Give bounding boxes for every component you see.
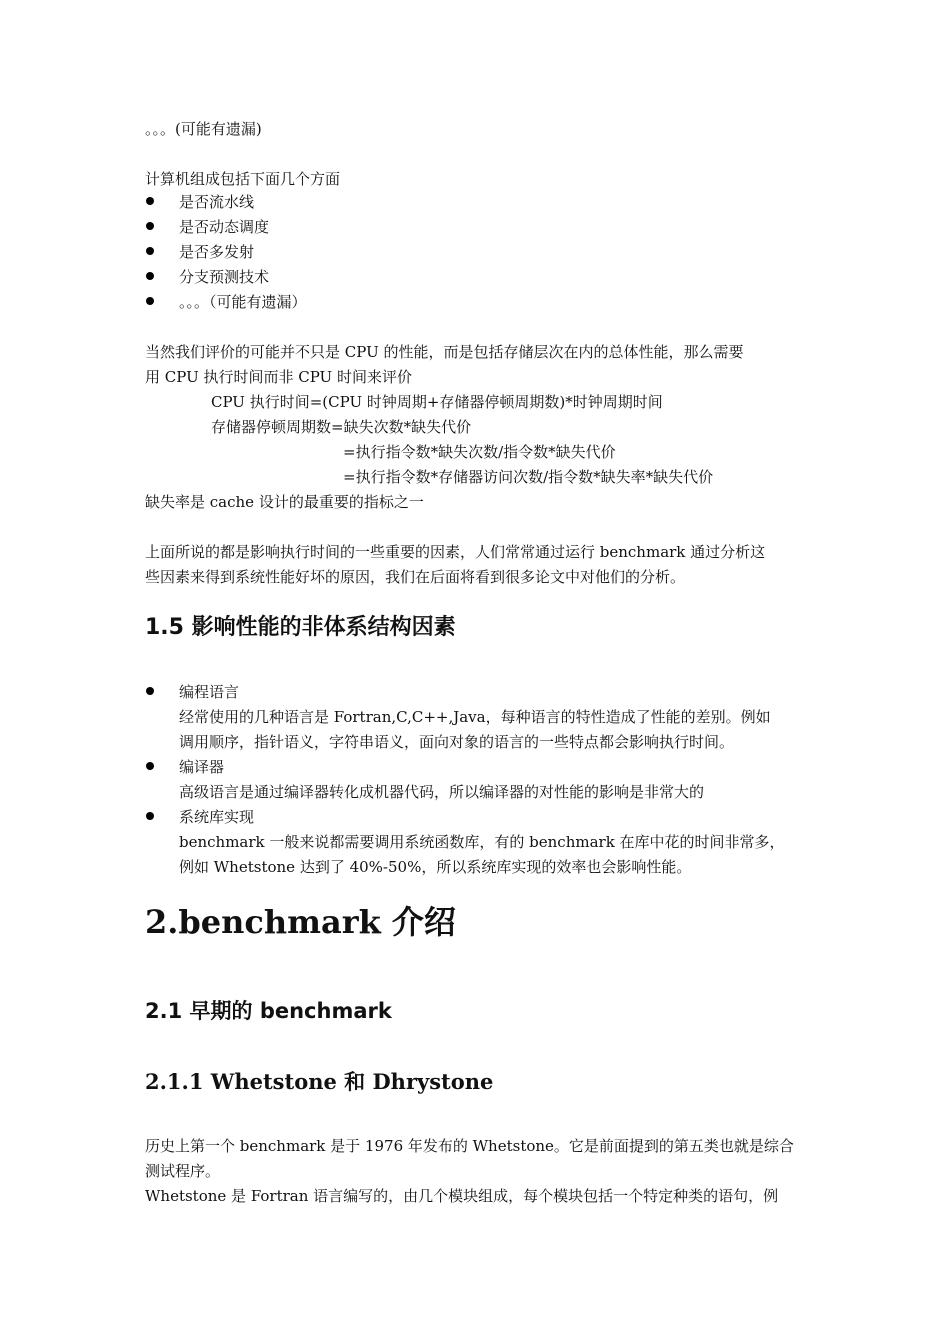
list-item-text: 经常使用的几种语言是 Fortran,C,C++,Java，每种语言的特性造成了性能的差别。例如: [179, 708, 771, 726]
paragraph-line: 当然我们评价的可能并不只是 CPU 的性能，而是包括存储层次在内的总体性能，那么需要: [145, 343, 744, 361]
list-item-text: 高级语言是通过编译器转化成机器代码，所以编译器的对性能的影响是非常大的: [179, 783, 705, 801]
list-item-text: 例如 Whetstone 达到了 40%-50%，所以系统库实现的效率也会影响性能。: [179, 858, 692, 876]
section-heading: 2.1 早期的 benchmark: [145, 999, 392, 1023]
bullet-icon: [146, 297, 154, 305]
list-item: 系统库实现: [179, 808, 255, 826]
list-item: 是否动态调度: [179, 218, 270, 236]
formula-line: 存储器停顿周期数=缺失次数*缺失代价: [211, 418, 472, 436]
list-item: 分支预测技术: [179, 268, 270, 286]
bullet-icon: [146, 197, 154, 205]
subsection-heading: 2.1.1 Whetstone 和 Dhrystone: [145, 1069, 494, 1094]
bullet-icon: [146, 247, 154, 255]
list-item: 是否多发射: [179, 243, 255, 261]
list-item-text: 调用顺序，指针语义，字符串语义，面向对象的语言的一些特点都会影响执行时间。: [179, 733, 735, 751]
paragraph-line: 测试程序。: [145, 1162, 221, 1180]
paragraph-line: 些因素来得到系统性能好坏的原因，我们在后面将看到很多论文中对他们的分析。: [145, 568, 686, 586]
list-item: 是否流水线: [179, 193, 255, 211]
formula-line: =执行指令数*缺失次数/指令数*缺失代价: [343, 443, 616, 461]
bullet-icon: [146, 812, 154, 820]
formula-line: =执行指令数*存储器访问次数/指令数*缺失率*缺失代价: [343, 468, 714, 486]
bullet-icon: [146, 222, 154, 230]
list-item-text: benchmark 一般来说都需要调用系统函数库，有的 benchmark 在库中花的时间非常多，: [179, 833, 785, 851]
list-item: 。。。（可能有遗漏）: [179, 293, 307, 311]
bullet-icon: [146, 762, 154, 770]
paragraph-line: 缺失率是 cache 设计的最重要的指标之一: [145, 493, 424, 511]
paragraph-line: 上面所说的都是影响执行时间的一些重要的因素，人们常常通过运行 benchmark 通过分析这: [145, 543, 766, 561]
formula-line: CPU 执行时间=(CPU 时钟周期+存储器停顿周期数)*时钟周期时间: [211, 393, 663, 411]
paragraph-line: Whetstone 是 Fortran 语言编写的，由几个模块组成，每个模块包括一个特定种类的语句，例: [145, 1187, 779, 1205]
list-item: 编程语言: [179, 683, 240, 701]
section-heading: 1.5 影响性能的非体系结构因素: [145, 615, 456, 640]
text-line: 。。。(可能有遗漏): [145, 120, 262, 138]
bullet-icon: [146, 687, 154, 695]
paragraph-line: 历史上第一个 benchmark 是于 1976 年发布的 Whetstone。它是前面提到的第五类也就是综合: [145, 1137, 794, 1155]
paragraph-line: 用 CPU 执行时间而非 CPU 时间来评价: [145, 368, 412, 386]
text-line: 计算机组成包括下面几个方面: [145, 170, 341, 188]
chapter-heading: 2.benchmark 介绍: [145, 903, 456, 941]
list-item: 编译器: [179, 758, 225, 776]
bullet-icon: [146, 272, 154, 280]
